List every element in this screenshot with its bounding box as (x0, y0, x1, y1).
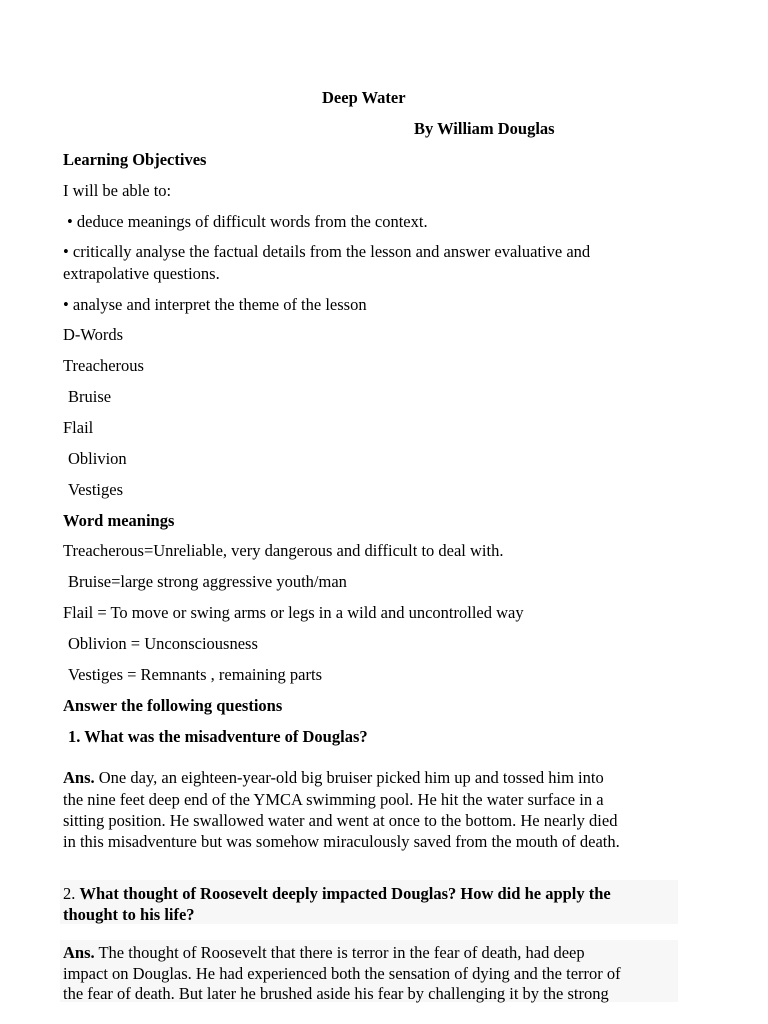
word-meaning-item: Treacherous=Unreliable, very dangerous and difficult to deal with. (63, 541, 504, 560)
objective-item: • analyse and interpret the theme of the lesson (63, 295, 367, 314)
answer-1-line (63, 768, 604, 788)
answer-1-line: the nine feet deep end of the YMCA swimming pool. He hit the water surface in a (63, 790, 604, 809)
answer-1-text: One day, an eighteen-year-old big bruiser picked him up and tossed him into (94, 768, 604, 787)
question-1: 1. What was the misadventure of Douglas? (68, 727, 368, 746)
answer-1-line: sitting position. He swallowed water and went at once to the bottom. He nearly died (63, 811, 618, 830)
word-meaning-item: Bruise=large strong aggressive youth/man (68, 572, 347, 591)
question-2 (63, 884, 611, 904)
answer-2-text: The thought of Roosevelt that there is terror in the fear of death, had deep (94, 943, 585, 962)
answer-label: Ans. (63, 943, 95, 962)
page-title: Deep Water (322, 88, 406, 107)
author-line: By William Douglas (414, 119, 555, 138)
word-meaning-item: Vestiges = Remnants , remaining parts (68, 665, 323, 684)
answer-2-line (63, 943, 585, 963)
question-2-number: 2. (63, 884, 80, 903)
questions-heading: Answer the following questions (63, 696, 283, 715)
question-2-text: What thought of Roosevelt deeply impacted Douglas? How did he apply the (79, 884, 611, 903)
d-words-heading: D-Words (63, 325, 124, 344)
d-word-item: Flail (63, 418, 94, 437)
objective-item: • critically analyse the factual details from the lesson and answer evaluative and (63, 242, 591, 261)
answer-2-line: the fear of death. But later he brushed aside his fear by challenging it by the strong (63, 984, 609, 1003)
answer-1-line: in this misadventure but was somehow miraculously saved from the mouth of death. (63, 832, 620, 851)
word-meaning-item: Flail = To move or swing arms or legs in a wild and uncontrolled way (63, 603, 524, 622)
question-2-continuation: thought to his life? (63, 905, 195, 924)
d-word-item: Oblivion (68, 449, 127, 468)
word-meaning-item: Oblivion = Unconsciousness (68, 634, 258, 653)
answer-2-line: impact on Douglas. He had experienced both the sensation of dying and the terror of (63, 964, 621, 983)
objectives-intro: I will be able to: (63, 181, 172, 200)
learning-objectives-heading: Learning Objectives (63, 150, 207, 169)
d-word-item: Bruise (68, 387, 112, 406)
answer-label: Ans. (63, 768, 95, 787)
word-meanings-heading: Word meanings (63, 511, 175, 530)
d-word-item: Vestiges (68, 480, 123, 499)
d-word-item: Treacherous (63, 356, 144, 375)
objective-item-continuation: extrapolative questions. (63, 264, 220, 283)
objective-item: • deduce meanings of difficult words from the context. (67, 212, 428, 231)
